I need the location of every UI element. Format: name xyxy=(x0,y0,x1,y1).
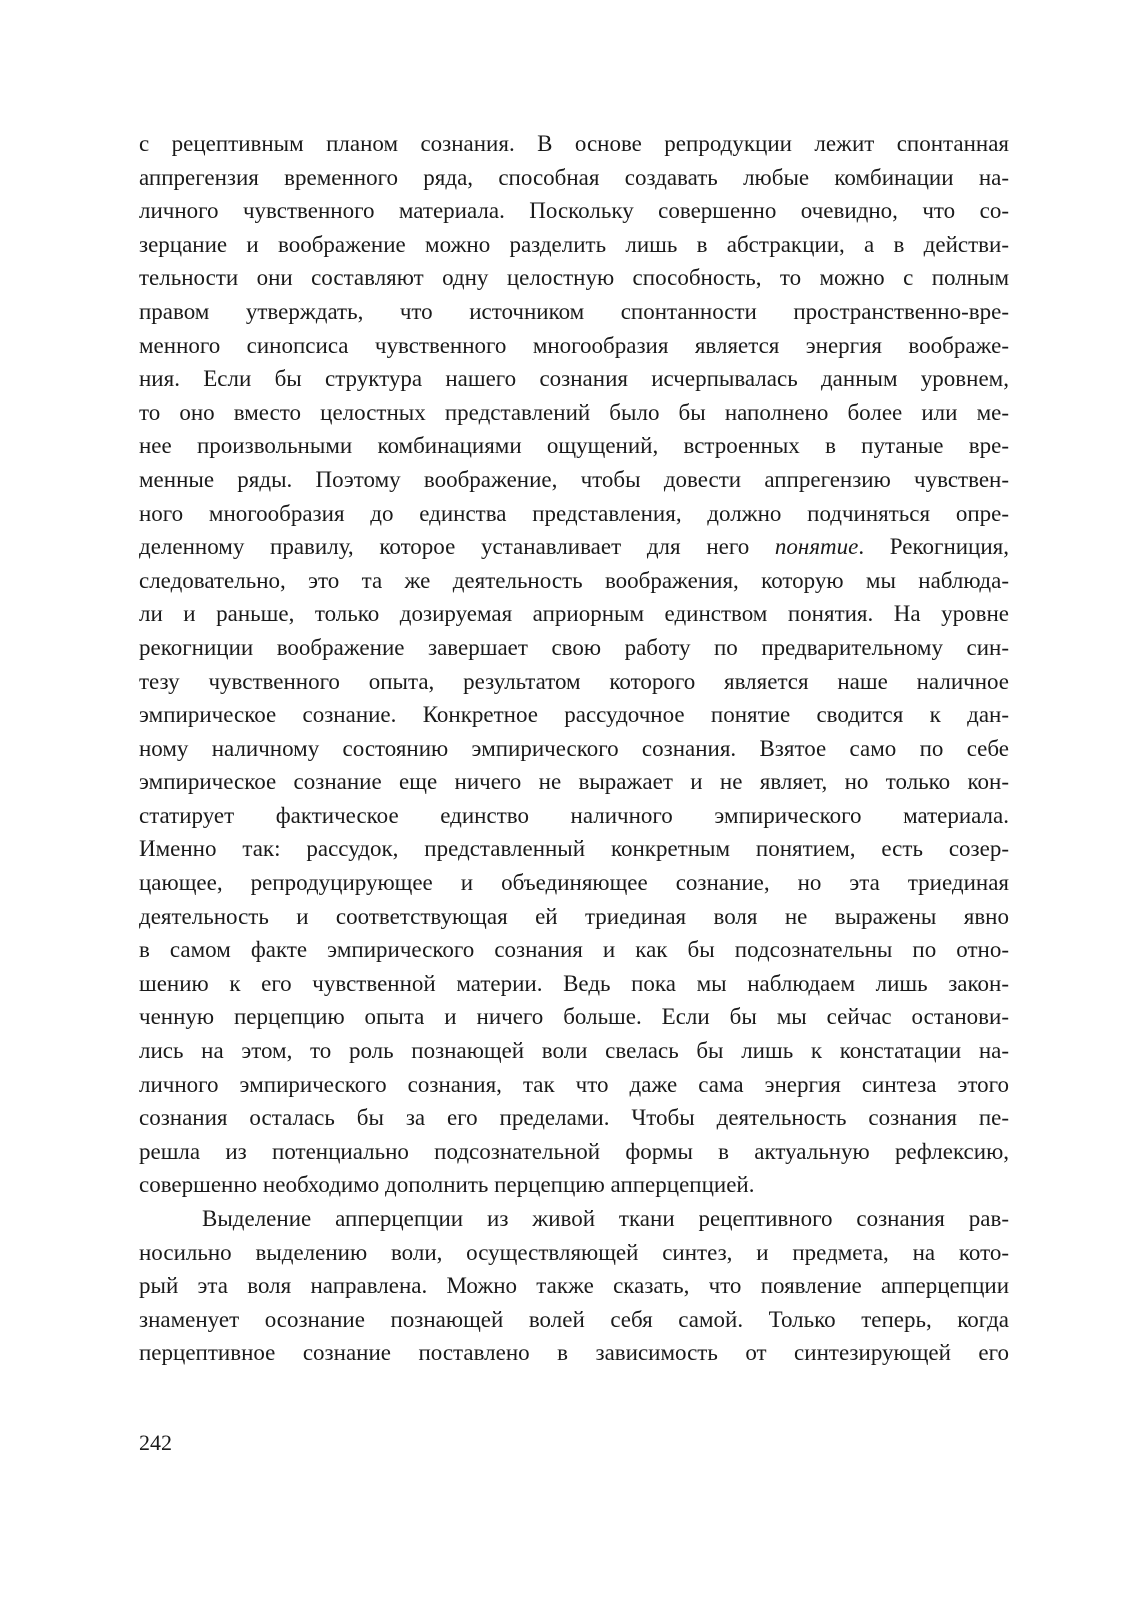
text-line-with-emphasis xyxy=(139,530,1009,564)
text-line: аппрегензия временного ряда, способная создавать любые комбинации на- xyxy=(139,164,1009,190)
emphasized-term: понятие xyxy=(774,534,859,560)
text-line: личного чувственного материала. Поскольку совершенно очевидно, что со- xyxy=(139,198,1009,224)
text-line: перцептивное сознание поставлено в зависимость от синтезирующей его xyxy=(139,1340,1009,1366)
text-line: личного эмпирического сознания, так что даже сама энергия синтеза этого xyxy=(139,1071,1009,1097)
text-line: знаменует осознание познающей волей себя самой. Только теперь, когда xyxy=(139,1306,1009,1332)
text-line: нее произвольными комбинациями ощущений, встроенных в путаные вре- xyxy=(139,433,1009,459)
text-line: статирует фактическое единство наличного эмпирического материала. xyxy=(139,802,1009,828)
text-line: в самом факте эмпирического сознания и как бы подсознательны по отно- xyxy=(139,937,1009,963)
text-segment: деленному правилу, которое устанавливает для него xyxy=(139,534,775,560)
text-line: ченную перцепцию опыта и ничего больше. Если бы мы сейчас останови- xyxy=(139,1004,1009,1030)
text-line: тезу чувственного опыта, результатом которого является наше наличное xyxy=(139,668,1009,694)
text-line: тельности они составляют одну целостную способность, то можно с полным xyxy=(139,265,1009,291)
text-line: зерцание и воображение можно разделить лишь в абстракции, а в действи- xyxy=(139,231,1009,257)
paragraph-2 xyxy=(139,1202,1009,1370)
text-line: то оно вместо целостных представлений было бы наполнено более или ме- xyxy=(139,399,1009,425)
text-line: следовательно, это та же деятельность воображения, которую мы наблюда- xyxy=(139,567,1009,593)
text-line: шению к его чувственной материи. Ведь пока мы наблюдаем лишь закон- xyxy=(139,970,1009,996)
text-line: с рецептивным планом сознания. В основе репродукции лежит спонтанная xyxy=(139,131,1009,156)
text-line: сознания осталась бы за его пределами. Чтобы деятельность сознания пе- xyxy=(139,1105,1009,1131)
text-segment: . Рекогниция, xyxy=(858,534,1010,560)
text-line: ного многообразия до единства представления, должно подчиняться опре- xyxy=(139,500,1009,526)
text-line: цающее, репродуцирующее и объединяющее сознание, но эта триединая xyxy=(139,870,1009,896)
page-number: 242 xyxy=(139,1430,172,1455)
text-line: менного синопсиса чувственного многообразия является энергия воображе- xyxy=(139,332,1009,358)
text-line: носильно выделению воли, осуществляющей синтез, и предмета, на кото- xyxy=(139,1239,1009,1265)
text-line: Именно так: рассудок, представленный конкретным понятием, есть созер- xyxy=(139,836,1009,862)
text-line: лись на этом, то роль познающей воли свелась бы лишь к констатации на- xyxy=(139,1038,1009,1064)
text-line: правом утверждать, что источником спонтанности пространственно-вре- xyxy=(139,298,1009,324)
paragraph-1 xyxy=(139,127,1009,1202)
text-line: менные ряды. Поэтому воображение, чтобы довести аппрегензию чувствен- xyxy=(139,466,1009,492)
text-line: деятельность и соответствующая ей триединая воля не выражены явно xyxy=(139,903,1009,929)
text-line: ния. Если бы структура нашего сознания исчерпывалась данным уровнем, xyxy=(139,366,1009,392)
text-line: рекогниции воображение завершает свою работу по предварительному син- xyxy=(139,634,1009,660)
text-line: эмпирическое сознание. Конкретное рассудочное понятие сводится к дан- xyxy=(139,702,1009,728)
text-line: совершенно необходимо дополнить перцепцию апперцепцией. xyxy=(139,1172,755,1198)
text-line: рый эта воля направлена. Можно также сказать, что появление апперцепции xyxy=(139,1273,1009,1299)
text-line: решла из потенциально подсознательной формы в актуальную рефлексию, xyxy=(139,1138,1009,1164)
text-line: ному наличному состоянию эмпирического сознания. Взятое само по себе xyxy=(139,735,1009,761)
body-text xyxy=(139,127,1009,1370)
text-line: ли и раньше, только дозируемая априорным единством понятия. На уровне xyxy=(139,601,1009,627)
text-line: эмпирическое сознание еще ничего не выражает и не являет, но только кон- xyxy=(139,769,1009,795)
text-line: Выделение апперцепции из живой ткани рецептивного сознания рав- xyxy=(202,1206,1009,1231)
